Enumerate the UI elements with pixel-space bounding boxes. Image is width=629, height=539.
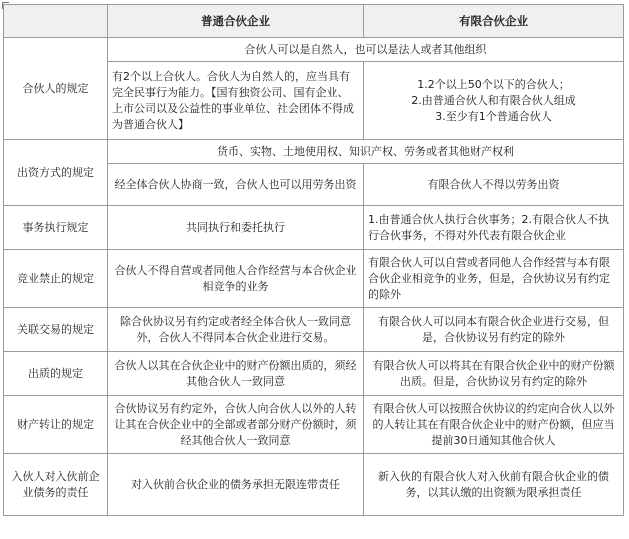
limited-cell: 1.由普通合伙人执行合伙事务；2.有限合伙人不执行合伙事务，不得对外代表有限合伙企业	[364, 206, 624, 250]
row-label: 出质的规定	[4, 352, 108, 396]
general-cell: 有2个以上合伙人。合伙人为自然人的，应当具有完全民事行为能力。【国有独资公司、国有企业、上市公司以及公益性的事业单位、社会团体不得成为普通合伙人】	[108, 62, 364, 140]
row-label: 关联交易的规定	[4, 308, 108, 352]
merged-cell: 合伙人可以是自然人，也可以是法人或者其他组织	[108, 38, 624, 62]
general-cell: 除合伙协议另有约定或者经全体合伙人一致同意外，合伙人不得同本合伙企业进行交易。	[108, 308, 364, 352]
limited-item: 2.由普通合伙人和有限合伙人组成	[411, 93, 576, 107]
general-cell: 共同执行和委托执行	[108, 206, 364, 250]
row-label: 入伙人对入伙前企业债务的责任	[4, 454, 108, 516]
limited-item: 3.至少有1个普通合伙人	[435, 109, 552, 123]
header-limited-partnership: 有限合伙企业	[364, 5, 624, 38]
table-row	[4, 140, 624, 164]
limited-cell: 新入伙的有限合伙人对入伙前有限合伙企业的债务，以其认缴的出资额为限承担责任	[364, 454, 624, 516]
limited-item: 1.2个以上50个以下的合伙人；	[417, 77, 570, 91]
general-cell: 合伙协议另有约定外，合伙人向合伙人以外的人转让其在合伙企业中的全部或者部分财产份额时，须经其他合伙人一致同意	[108, 396, 364, 454]
table-row	[4, 250, 624, 308]
partnership-comparison-table	[3, 4, 624, 516]
table-row	[4, 308, 624, 352]
table-row	[4, 396, 624, 454]
table-row	[4, 454, 624, 516]
row-label: 财产转让的规定	[4, 396, 108, 454]
header-general-partnership: 普通合伙企业	[108, 5, 364, 38]
row-label: 出资方式的规定	[4, 140, 108, 206]
general-cell: 对入伙前合伙企业的债务承担无限连带责任	[108, 454, 364, 516]
general-cell: 经全体合伙人协商一致，合伙人也可以用劳务出资	[108, 164, 364, 206]
table-row	[4, 206, 624, 250]
header-empty	[4, 5, 108, 38]
limited-cell	[364, 62, 624, 140]
table-row	[4, 352, 624, 396]
merged-cell: 货币、实物、土地使用权、知识产权、劳务或者其他财产权利	[108, 140, 624, 164]
general-cell: 合伙人以其在合伙企业中的财产份额出质的，须经其他合伙人一致同意	[108, 352, 364, 396]
row-label: 事务执行规定	[4, 206, 108, 250]
table-row	[4, 38, 624, 62]
limited-cell: 有限合伙人可以自营或者同他人合作经营与本有限合伙企业相竞争的业务，但是，合伙协议另有约定的除外	[364, 250, 624, 308]
limited-cell: 有限合伙人可以按照合伙协议的约定向合伙人以外的人转让其在有限合伙企业中的财产份额，但应当提前30日通知其他合伙人	[364, 396, 624, 454]
general-cell: 合伙人不得自营或者同他人合作经营与本合伙企业相竞争的业务	[108, 250, 364, 308]
row-label: 竞业禁止的规定	[4, 250, 108, 308]
limited-cell: 有限合伙人可以将其在有限合伙企业中的财产份额出质。但是，合伙协议另有约定的除外	[364, 352, 624, 396]
limited-cell: 有限合伙人可以同本有限合伙企业进行交易，但是，合伙协议另有约定的除外	[364, 308, 624, 352]
header-row	[4, 5, 624, 38]
limited-cell: 有限合伙人不得以劳务出资	[364, 164, 624, 206]
row-label: 合伙人的规定	[4, 38, 108, 140]
